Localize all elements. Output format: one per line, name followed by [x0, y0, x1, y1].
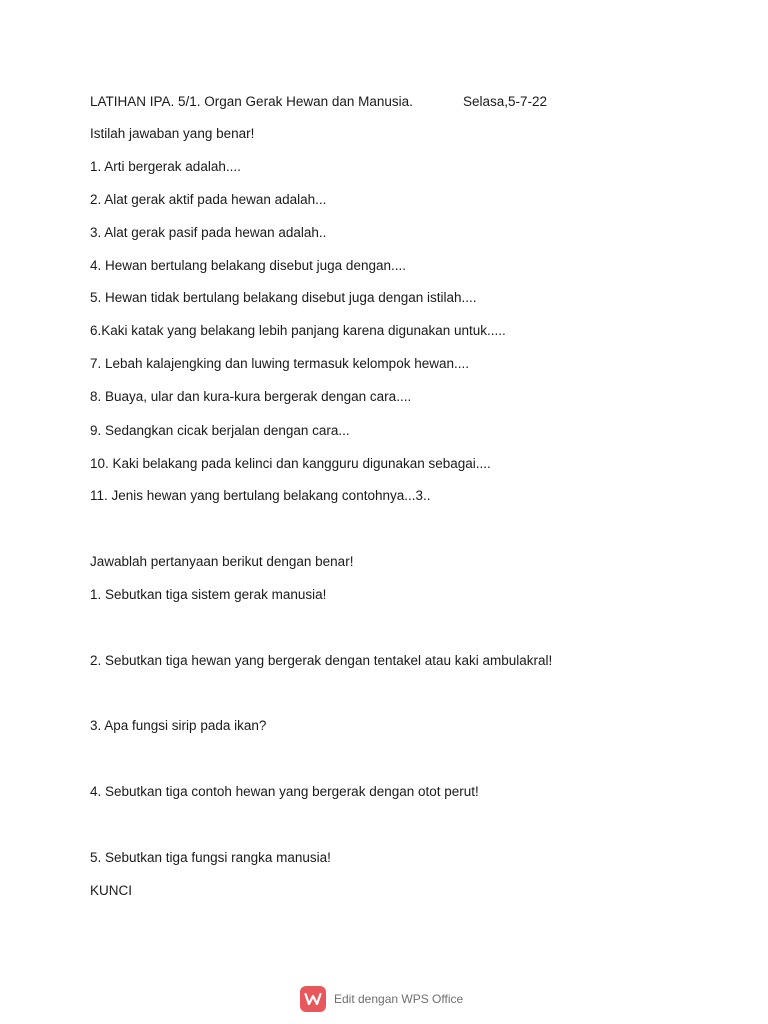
question-item: 8. Buaya, ular dan kura-kura bergerak dengan cara....	[90, 389, 412, 404]
wps-office-logo-icon	[300, 986, 326, 1012]
question-item: 4. Hewan bertulang belakang disebut juga dengan....	[90, 258, 406, 273]
essay-question: 2. Sebutkan tiga hewan yang bergerak dengan tentakel atau kaki ambulakral!	[90, 653, 553, 668]
question-item: 11. Jenis hewan yang bertulang belakang contohnya...3..	[90, 488, 431, 503]
wps-edit-label: Edit dengan WPS Office	[334, 992, 464, 1006]
answer-key-heading: KUNCI	[90, 883, 133, 898]
question-item: 2. Alat gerak aktif pada hewan adalah...	[90, 192, 327, 207]
section1-instruction: Istilah jawaban yang benar!	[90, 126, 255, 141]
document-title: LATIHAN IPA. 5/1. Organ Gerak Hewan dan Manusia.	[90, 94, 413, 109]
document-date: Selasa,5-7-22	[463, 94, 548, 109]
question-item: 1. Arti bergerak adalah....	[90, 159, 241, 174]
essay-question: 1. Sebutkan tiga sistem gerak manusia!	[90, 587, 327, 602]
question-item: 7. Lebah kalajengking dan luwing termasuk kelompok hewan....	[90, 356, 469, 371]
wps-edit-banner[interactable]	[300, 985, 463, 1013]
essay-question: 5. Sebutkan tiga fungsi rangka manusia!	[90, 850, 331, 865]
section2-instruction: Jawablah pertanyaan berikut dengan benar!	[90, 554, 354, 569]
question-item: 6.Kaki katak yang belakang lebih panjang karena digunakan untuk.....	[90, 323, 506, 338]
essay-question: 3. Apa fungsi sirip pada ikan?	[90, 718, 267, 733]
question-item: 10. Kaki belakang pada kelinci dan kangguru digunakan sebagai....	[90, 456, 491, 471]
question-item: 5. Hewan tidak bertulang belakang disebut juga dengan istilah....	[90, 290, 477, 305]
essay-question: 4. Sebutkan tiga contoh hewan yang bergerak dengan otot perut!	[90, 784, 479, 799]
question-item: 9. Sedangkan cicak berjalan dengan cara...	[90, 423, 350, 438]
question-item: 3. Alat gerak pasif pada hewan adalah..	[90, 225, 327, 240]
